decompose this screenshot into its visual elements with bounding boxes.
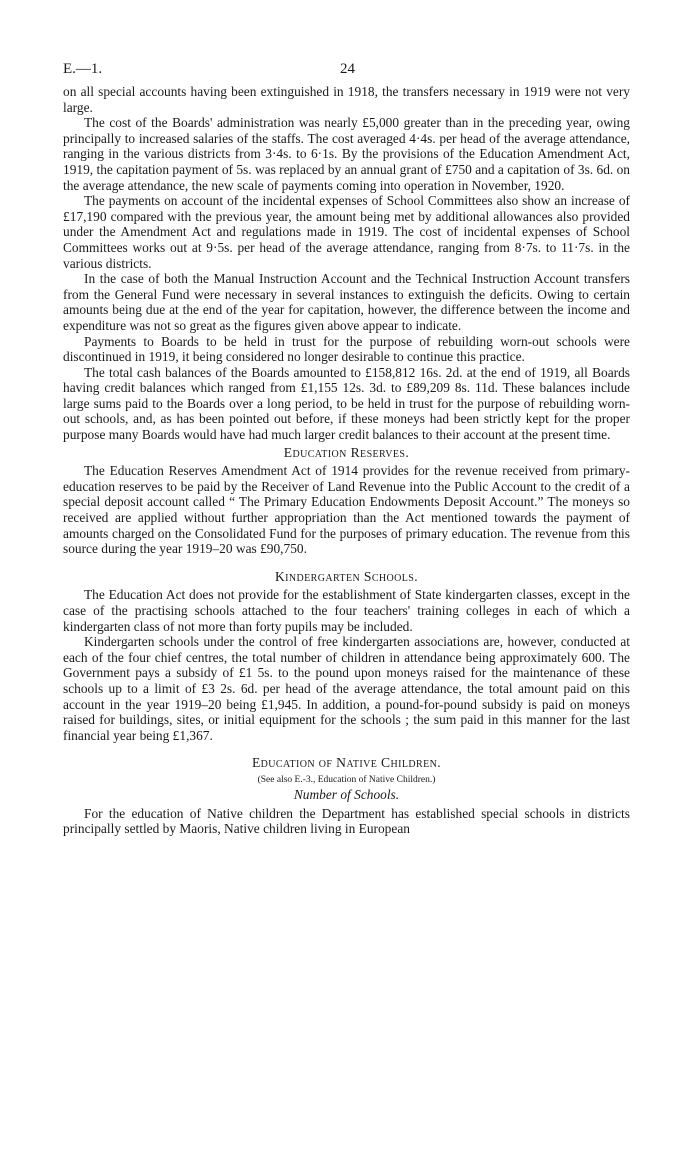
document-reference: E.—1. <box>63 61 103 77</box>
paragraph-trust-payments: Payments to Boards to be held in trust for the purpose of rebuilding worn-out schools were discontinued in 1919, it being considered no longer desirable to continue this practice. <box>63 333 630 365</box>
paragraph-continuation: on all special accounts having been extinguished in 1918, the transfers necessary in 1919 were not very large. <box>63 84 630 115</box>
paragraph-cash-balances: The total cash balances of the Boards amounted to £158,812 16s. 2d. at the end of 1919, all Boards having credit balances which ranged from £1,155 12s. 3d. to £89,209 8s. 11d. These balances include large sums paid to the Boards over a long period, to be held in trust for the purpose of rebuilding worn-out schools, and, as has been pointed out before, if these moneys had been strictly kept for the proper purpose many Boards would have had much larger credit balances to their account at the present time. <box>63 364 630 443</box>
subheading-number-of-schools: Number of Schools. <box>293 786 400 802</box>
page-number: 24 <box>340 61 355 77</box>
paragraph-incidental-expenses: The payments on account of the incidental expenses of School Committees also show an increase of £17,190 compared with the previous year, the amount being met by additional allowances also provided under the Amendment Act and regulations made in 1919. The cost of incidental expenses of School Committees works out at 9·5s. per head of the average attendance, ranging from 8·7s. to 11·7s. in the various districts. <box>63 193 630 271</box>
paragraph-boards-administration: The cost of the Boards' administration was nearly £5,000 greater than in the preceding year, owing principally to increased salaries of the staffs. The cost averaged 4·4s. per head of the average attendance, ranging in the various districts from 3·4s. to 6·1s. By the provisions of the Education Amendment Act, 1919, the capitation payment of 5s. was replaced by an annual grant of £750 and a capitation of 3s. 6d. on the average attendance, the new scale of payments coming into operation in November, 1920. <box>63 115 630 193</box>
paragraph-native-schools: For the education of Native children the Department has established special schools in districts principally settled by Maoris, Native children living in European <box>63 805 630 837</box>
paragraph-kindergarten-subsidy: Kindergarten schools under the control of free kindergarten associations are, however, conducted at each of the four chief centres, the total number of children in attendance being approximately 600. The Government pays a subsidy of £1 5s. to the pound upon moneys raised for the maintenance of these schools up to a limit of £3 2s. 6d. per head of the average attendance, the total amount paid on this account in the year 1919–20 being £1,945. In addition, a pound-for-pound subsidy is paid on moneys raised for buildings, sites, or initial equipment for the schools ; the sum paid in this manner for the last financial year being £1,367. <box>63 634 630 743</box>
page-header <box>63 62 630 84</box>
paragraph-manual-technical-accounts: In the case of both the Manual Instruction Account and the Technical Instruction Account transfers from the General Fund were necessary in several instances to extinguish the deficits. Owing to certain amounts being due at the end of the year for capitation, however, the difference between the income and expenditure was not so great as the figures given above appear to indicate. <box>63 271 630 333</box>
document-body <box>63 84 630 837</box>
paragraph-kindergarten-provision: The Education Act does not provide for the establishment of State kindergarten classes, except in the case of the practising schools attached to the four teachers' training colleges in each of which a kindergarten class of not more than forty pupils may be included. <box>63 587 630 634</box>
heading-education-reserves: Education Reserves. <box>283 444 410 460</box>
heading-kindergarten-schools: Kindergarten Schools. <box>274 568 419 584</box>
heading-native-children: Education of Native Children. <box>251 755 442 771</box>
paragraph-education-reserves: The Education Reserves Amendment Act of 1914 provides for the revenue received from primary-education reserves to be paid by the Receiver of Land Revenue into the Public Account to the credit of a special deposit account called “ The Primary Education Endowments Deposit Account.” The moneys so received are applied without further appropriation than the Act mentioned towards the payment of amounts charged on the Consolidated Fund for the purposes of primary education. The revenue from this source during the year 1919–20 was £90,750. <box>63 463 630 557</box>
cross-reference-note: (See also E.-3., Education of Native Children.) <box>257 774 436 785</box>
